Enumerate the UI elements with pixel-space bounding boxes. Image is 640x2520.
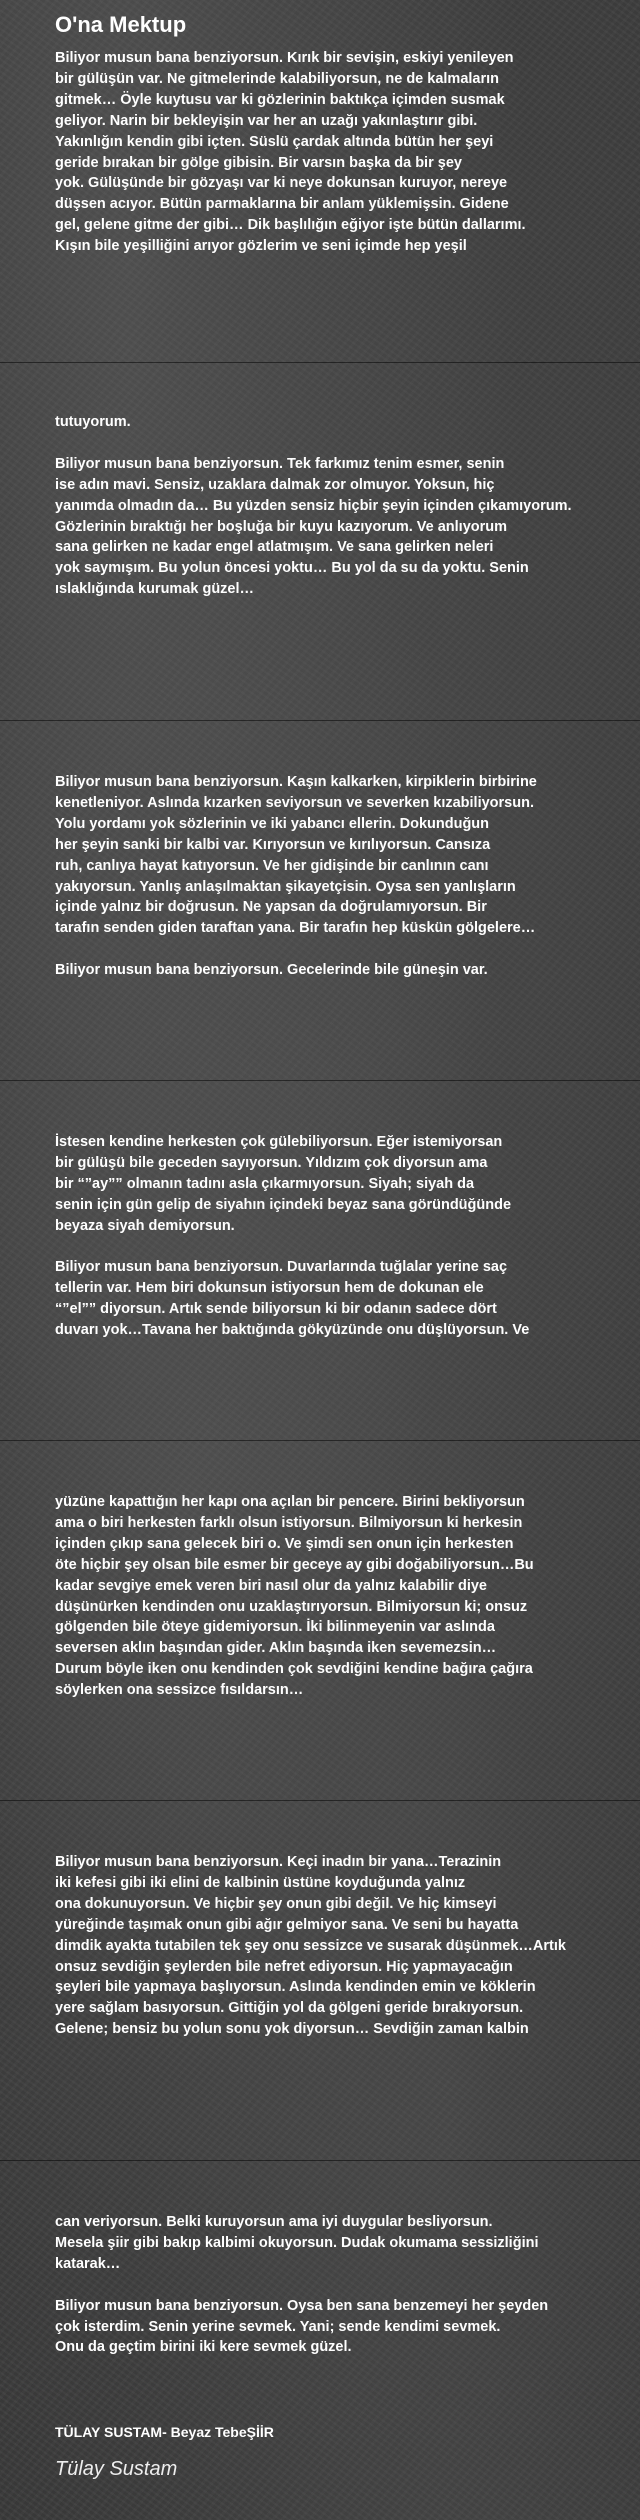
section-divider: [0, 362, 640, 363]
poem-section-7: can veriyorsun. Belki kuruyorsun ama iyi duygular besliyorsun. Mesela şiir gibi bakıp kalbimi okuyorsun. Dudak okumama sessizliğini katarak… Biliyor musun bana benziyorsun. Oysa ben sana benzemeyi her şeyden çok isterdim. Senin yerine sevmek. Yani; sende kendimi sevmek. Onu da geçtim birini iki kere sevmek güzel.: [55, 2214, 549, 2356]
section-divider: [0, 2160, 640, 2161]
author-name: Tülay Sustam: [55, 2458, 178, 2480]
poem-section-3: Biliyor musun bana benziyorsun. Kaşın kalkarken, kirpiklerin birbirine kenetleniyor. Aslında kızarken seviyorsun ve severken kızabiliyorsun. Yolu yordamı yok sözlerinin ve iki yabancı ellerin. Dokunduğun her şeyin sanki bir kalbi var. Kırıyorsun ve kırılıyorsun. Cansıza ruh, canlıya hayat katıyorsun. Ve her gidişinde bir canlının canı yakıyorsun. Yanlış anlaşılmaktan şikayetçisin. Oysa sen yanlışların içinde yalnız bir doğrusun. Ne yapsan da doğrulamıyorsun. Bir tarafın senden giden taraftan yana. Bir tarafın hep küskün gölgelere… Biliyor musun bana benziyorsun. Gecelerinde bile güneşin var.: [55, 774, 537, 979]
section-divider: [0, 1080, 640, 1081]
signature: TÜLAY SUSTAM- Beyaz TebeŞİİR: [55, 2424, 274, 2440]
section-divider: [0, 720, 640, 721]
poem-section-4: İstesen kendine herkesten çok gülebiliyorsun. Eğer istemiyorsan bir gülüşü bile geceden sayıyorsun. Yıldızım çok diyorsun ama bir “”ay”” olmanın tadını asla çıkarmıyorsun. Siyah; siyah da senin için gün gelip de siyahın içindeki beyaz sana göründüğünde beyaza siyah demiyorsun. Biliyor musun bana benziyorsun. Duvarlarında tuğlalar yerine saç tellerin var. Hem biri dokunsun istiyorsun hem de dokunan ele “”el”” diyorsun. Artık sende biliyorsun ki bir odanın sadece dört duvarı yok…Tavana her baktığında gökyüzünde onu düşlüyorsun. Ve: [55, 1134, 530, 1339]
poem-section-6: Biliyor musun bana benziyorsun. Keçi inadın bir yana…Terazinin iki kefesi gibi iki elini de kalbinin üstüne koyduğunda yalnız ona dokunuyorsun. Ve hiçbir şey onun gibi değil. Ve hiç kimseyi yüreğinde taşımak onun gibi ağır gelmiyor sana. Ve seni bu hayatta dimdik ayakta tutabilen tek şey onu sessizce ve susarak düşünmek…Artık onsuz sevdiğin şeylerden bile nefret ediyorsun. Hiç yapmayacağın şeyleri bile yapmaya başlıyorsun. Aslında kendinden emin ve köklerin yere sağlam basıyorsun. Gittiğin yol da gölgeni geride bırakıyorsun. Gelene; bensiz bu yolun sonu yok diyorsun… Sevdiğin zaman kalbin: [55, 1854, 566, 2038]
poem-title: O'na Mektup: [55, 12, 187, 37]
section-divider: [0, 1440, 640, 1441]
poem-section-2: tutuyorum. Biliyor musun bana benziyorsun. Tek farkımız tenim esmer, senin ise adın mavi. Sensiz, uzaklara dalmak zor olmuyor. Yoksun, hiç yanımda olmadın da… Bu yüzden sensiz hiçbir şeyin içinden çıkamıyorum. Gözlerinin bıraktığı her boşluğa bir kuyu kazıyorum. Ve anlıyorum sana gelirken ne kadar engel atlatmışım. Ve sana gelirken neleri yok saymışım. Bu yolun öncesi yoktu… Bu yol da su da yoktu. Senin ıslaklığında kurumak güzel…: [55, 414, 572, 598]
poem-section-1: Biliyor musun bana benziyorsun. Kırık bir sevişin, eskiyi yenileyen bir gülüşün var. Ne gitmelerinde kalabiliyorsun, ne de kalmaların gitmek… Öyle kuytusu var ki gözlerinin baktıkça içimden susmak geliyor. Narin bir bekleyişin var her an uzağı yakınlaştırır gibi. Yakınlığın kendin gibi içten. Süslü çardak altında bütün her şeyi geride bırakan bir gölge gibisin. Bir varsın başka da bir şey yok. Gülüşünde bir gözyaşı var ki neye dokunsan kuruyor, nereye düşsen acıyor. Bütün parmaklarına bir anlam yüklemişsin. Gidene gel, gelene gitme der gibi… Dik başlılığın eğiyor işte bütün dallarımı. Kışın bile yeşilliğini arıyor gözlerim ve seni içimde hep yeşil: [55, 50, 526, 255]
section-divider: [0, 1800, 640, 1801]
poem-section-5: yüzüne kapattığın her kapı ona açılan bir pencere. Birini bekliyorsun ama o biri herkesten farklı olsun istiyorsun. Bilmiyorsun ki herkesin içinden çıkıp sana gelecek biri o. Ve şimdi sen onun için herkesten öte hiçbir şey olsan bile esmer bir geceye ay gibi doğabiliyorsun…Bu kadar sevgiye emek veren biri nasıl olur da yalnız kalabilir diye düşünürken kendinden onu uzaklaştırıyorsun. Bilmiyorsun ki; onsuz gölgenden bile öteye gidemiyorsun. İki bilinmeyenin var aslında seversen aklın başından gider. Aklın başında iken sevemezsin… Durum böyle iken onu kendinden çok sevdiğini kendine bağıra çağıra söylerken ona sessizce fısıldarsın…: [55, 1494, 534, 1699]
